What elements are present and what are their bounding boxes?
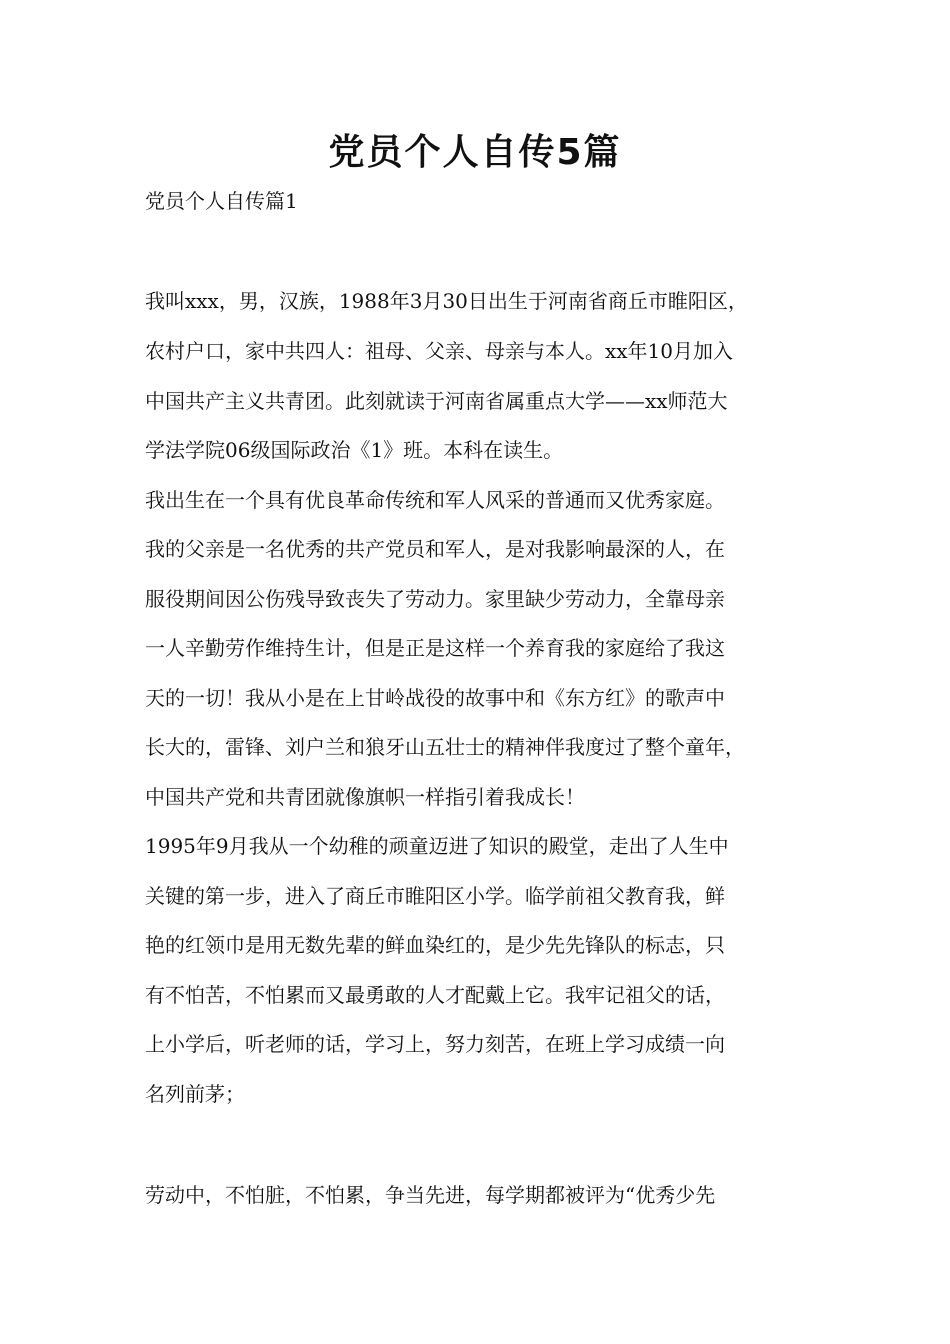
text-line-9: 天的一切！我从小是在上甘岭战役的故事中和《东方红》的歌声中: [145, 686, 725, 710]
text-line-8: 一人辛勤劳作维持生计，但是正是这样一个养育我的家庭给了我这: [145, 636, 725, 660]
text-line-11: 中国共产党和共青团就像旗帜一样指引着我成长！: [145, 785, 585, 809]
text-line-13: 关键的第一步，进入了商丘市睢阳区小学。临学前祖父教育我，鲜: [145, 884, 725, 908]
text-line-18: 劳动中，不怕脏，不怕累，争当先进，每学期都被评为“优秀少先: [145, 1183, 716, 1207]
text-line-17: 名列前茅；: [145, 1082, 245, 1106]
text-line-15: 有不怕苦，不怕累而又最勇敢的人才配戴上它。我牢记祖父的话，: [145, 983, 725, 1007]
text-line-12: 1995年9月我从一个幼稚的顽童迈进了知识的殿堂，走出了人生中: [145, 834, 729, 858]
document-title: 党员个人自传5篇: [328, 132, 622, 173]
text-line-14: 艳的红领巾是用无数先辈的鲜血染红的，是少先先锋队的标志，只: [145, 933, 725, 957]
text-line-16: 上小学后，听老师的话，学习上，努力刻苦，在班上学习成绩一向: [145, 1032, 725, 1056]
text-line-7: 服役期间因公伤残导致丧失了劳动力。家里缺少劳动力，全靠母亲: [145, 587, 725, 611]
document-subtitle: 党员个人自传篇1: [145, 189, 298, 213]
text-line-3: 中国共产主义共青团。此刻就读于河南省属重点大学——xx师范大: [145, 389, 728, 413]
text-line-6: 我的父亲是一名优秀的共产党员和军人，是对我影响最深的人，在: [145, 537, 725, 561]
text-line-5: 我出生在一个具有优良革命传统和军人风采的普通而又优秀家庭。: [145, 488, 725, 512]
text-line-4: 学法学院06级国际政治《1》班。本科在读生。: [145, 438, 564, 462]
text-line-1: 我叫xxx，男，汉族，1988年3月30日出生于河南省商丘市睢阳区，: [145, 289, 748, 313]
text-line-10: 长大的，雷锋、刘户兰和狼牙山五壮士的精神伴我度过了整个童年，: [145, 735, 745, 759]
text-line-2: 农村户口，家中共四人：祖母、父亲、母亲与本人。xx年10月加入: [145, 339, 734, 363]
